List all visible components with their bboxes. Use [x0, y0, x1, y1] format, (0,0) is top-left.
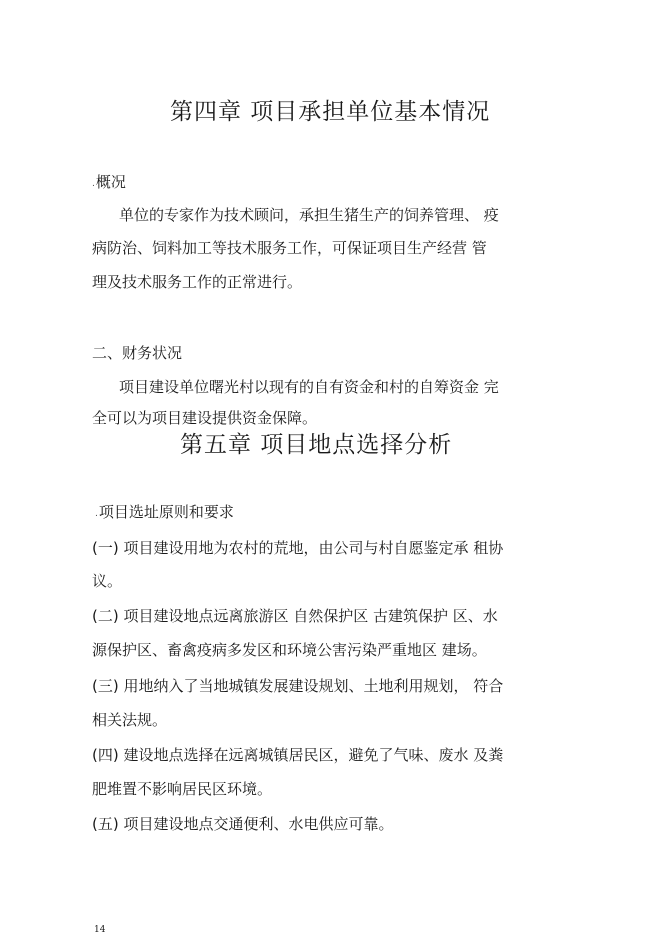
site-line-9: (五) 项目建设地点交通便利、水电供应可靠。 [92, 815, 394, 833]
site-line-3: (二) 项目建设地点远离旅游区 自然保护区 古建筑保护 区、水 [92, 607, 498, 625]
site-line-5: (三) 用地纳入了当地城镇发展建设规划、土地利用规划， 符合 [92, 677, 504, 695]
site-line-8: 肥堆置不影响居民区环境。 [92, 780, 273, 798]
section-overview-heading [92, 172, 126, 194]
finance-line-2: 全可以为项目建设提供资金保障。 [92, 409, 318, 427]
section-overview-label: 概况 [95, 173, 126, 191]
section-site-marker: . [95, 509, 98, 519]
overview-line-1: 单位的专家作为技术顾问，承担生猪生产的饲养管理、 疫 [119, 206, 499, 224]
chapter-5-title: 第五章 项目地点选择分析 [180, 432, 453, 458]
section-overview-marker: . [92, 179, 95, 189]
finance-line-1: 项目建设单位曙光村以现有的自有资金和村的自筹资金 完 [119, 378, 499, 396]
section-site-heading [95, 502, 234, 524]
chapter-4-title: 第四章 项目承担单位基本情况 [170, 99, 491, 125]
page-number: 14 [94, 925, 106, 935]
site-line-6: 相关法规。 [92, 711, 168, 729]
section-site-label: 项目选址原则和要求 [98, 503, 234, 521]
site-line-1: (一) 项目建设用地为农村的荒地，由公司与村自愿鉴定承 租协 [92, 539, 504, 557]
site-line-4: 源保护区、畜禽疫病多发区和环境公害污染严重地区 建场。 [92, 641, 487, 659]
site-line-7: (四) 建设地点选择在远离城镇居民区，避免了气味、废水 及粪 [92, 746, 504, 764]
section-finance-heading: 二、财务状况 [92, 344, 183, 362]
overview-line-2: 病防治、饲料加工等技术服务工作，可保证项目生产经营 管 [92, 239, 487, 257]
overview-line-3: 理及技术服务工作的正常进行。 [92, 273, 303, 291]
site-line-2: 议。 [92, 572, 123, 590]
